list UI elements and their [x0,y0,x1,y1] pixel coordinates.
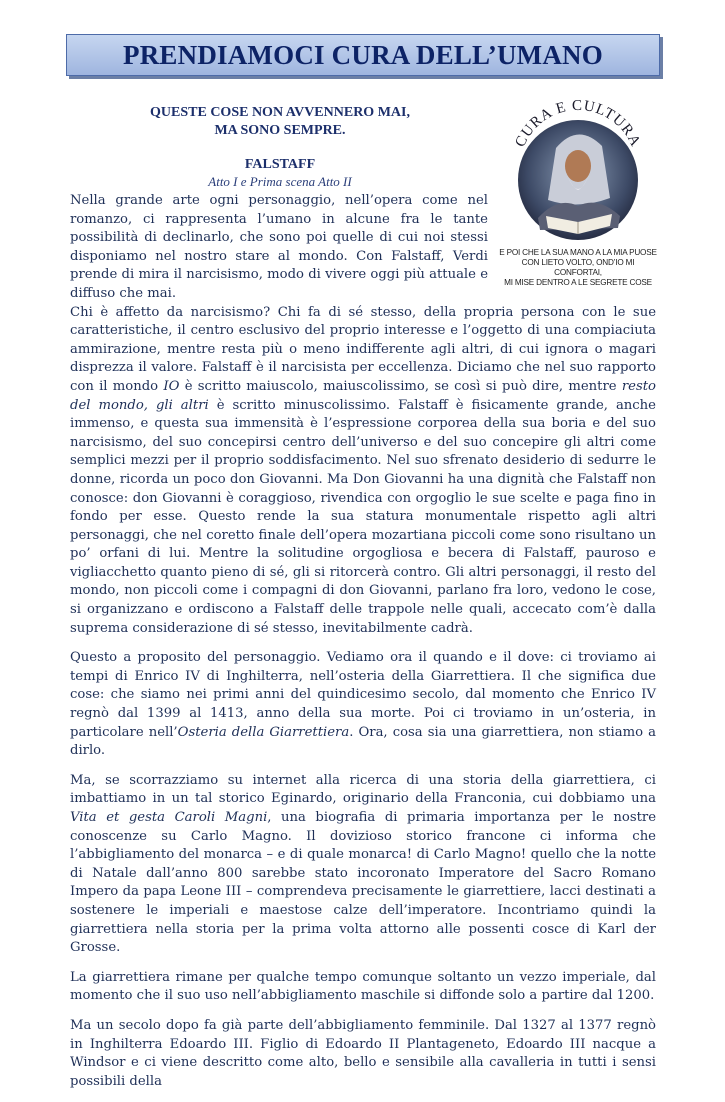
article-body [70,192,656,1102]
paragraph-1-text-b: è scritto maiuscolo, maiuscolissimo, se così si può dire, mentre [184,378,617,394]
section-title: FALSTAFF [244,157,316,172]
page-title: PRENDIAMOCI CURA DELL’UMANO [123,39,603,70]
paragraph-2-text-b: . Ora, cosa sia una giarrettiera, non stiamo a dirlo. [70,724,657,759]
paragraph-1-text-a: Chi è affetto da narcisismo? Chi fa di sé stesso, della propria persona con le sue caratteristiche, il centro esclusivo del proprio interesse e l’oggetto di una compiaciuta ammirazione, mentre resta più o meno indifferente agli altri, di cui ignora o magari disprezza il valore. Falstaff è il narcisista per eccellenza. Diciamo che nel suo rapporto con il mondo [70,304,656,394]
paragraph-3-text-a: Ma, se scorrazziamo su internet alla ricerca di una storia della giarrettiera, ci imbattiamo in un tal storico Eginardo, originario della Franconia, cui dobbiamo una [70,772,656,807]
paragraph-1 [70,304,656,639]
paragraph-3-text-b: , una biografia di primaria importanza per le nostre conoscenze su Carlo Magno. Il dovizioso storico francone ci informa che l’abbigliamento del monarca – e di quale monarca! di Carlo Magno! quello che la notte di Natale dall’anno 800 sarebbe stato incoronato Imperatore del Sacro Romano Impero da papa Leone III – comprendeva precisamente le giarrettiere, lacci destinati a sostenere le imperiali e maestose calze dell’imperatore. Incontriamo quindi la giarrettiera nella storia per la prima volta attorno alle possenti cosce di Karl der Grosse. [70,810,656,956]
paragraph-3 [70,772,656,958]
logo-caption-line-1: E POI CHE LA SUA MANO A LA MIA PUOSE [499,248,657,257]
section-subtitle: Atto I e Prima scena Atto II [208,174,352,189]
logo-caption-line-2: CON LIETO VOLTO, OND’IO MI CONFORTAI, [521,258,635,277]
heading-line-1: QUESTE COSE NON AVVENNERO MAI, [150,105,410,120]
paragraph-1-italic-resto: resto del mondo, gli altri [70,378,656,413]
paragraph-5: Ma un secolo dopo fa già parte dell’abbigliamento femminile. Dal 1327 al 1377 regnò in Inghilterra Edoardo III. Figlio di Edoardo II Plantageneto, Edoardo III nacque a Windsor e ci viene descritto come alto, bello e sensibile alla cavalleria in tutti i sensi possibili della [70,1017,656,1089]
paragraph-2 [70,649,656,761]
paragraph-1-text-c: è scritto minuscolissimo. Falstaff è fisicamente grande, anche immenso, e questa sua immensità è l’espressione corporea della sua boria e del suo narcisismo, del suo concepirsi centro dell’universo e del suo concepire gli altri come semplici mezzi per il proprio soddisfacimento. Nel suo sfrenato desiderio di sedurre le donne, ricorda un poco don Giovanni. Ma Don Giovanni ha una dignità che Falstaff non conosce: don Giovanni è coraggioso, rivendica con orgoglio le sue scelte e paga fino in fondo per esse. Questo rende la sua statura monumentale rispetto agli altri personaggi, che nel coretto finale dell’opera mozartiana piccoli come sono risultano un po’ orfani di lui. Mentre la solitudine orgogliosa e becera di Falstaff, pauroso e vigliacchetto quanto pieno di sé, gli si ritorcerà contro. Gli altri personaggi, il resto del mondo, non piccoli come i compagni di don Giovanni, parlano fra loro, vedono le cose, si organizzano e ordiscono a Falstaff delle trappole nelle quali, accecato com’è dalla suprema considerazione di sé stesso, inevitabilmente cadrà. [70,397,656,636]
title-banner [66,34,660,76]
heading-line-2: MA SONO SEMPRE. [214,123,346,138]
logo-arc-text: CURA E CULTURA [512,97,644,150]
article-heading [70,100,490,190]
paragraph-2-italic-osteria: Osteria della Giarrettiera [177,724,350,740]
paragraph-1-italic-io: IO [163,378,180,394]
paragraph-4: La giarrettiera rimane per qualche tempo comunque soltanto un vezzo imperiale, dal momento che il suo uso nell’abbigliamento maschile si diffonde solo a partire dal 1200. [70,969,656,1004]
paragraph-2-text-a: Questo a proposito del personaggio. Vediamo ora il quando e il dove: ci troviamo ai tempi di Enrico IV di Inghilterra, nell’osteria della Giarrettiera. Il che significa due cose: che siamo nei primi anni del quindicesimo secolo, dal momento che Enrico IV regnò dal 1399 al 1413, anno della sua morte. Poi ci troviamo in un’osteria, in particolare nell’ [70,650,656,740]
scholar-face [565,150,591,182]
logo-caption-line-3: MI MISE DENTRO A LE SEGRETE COSE [504,278,652,287]
paragraph-1-intro: Nella grande arte ogni personaggio, nell’opera come nel romanzo, ci rappresenta l’umano in alcune fra le tante possibilità di declinarlo, che sono poi quelle di cui noi stessi disponiamo nel nostro stare al mondo. Con Falstaff, Verdi prende di mira il narcisismo, modo di vivere oggi più attuale e diffuso che mai. [70,193,488,301]
paragraph-3-italic-vita: Vita et gesta Caroli Magni [70,810,268,825]
